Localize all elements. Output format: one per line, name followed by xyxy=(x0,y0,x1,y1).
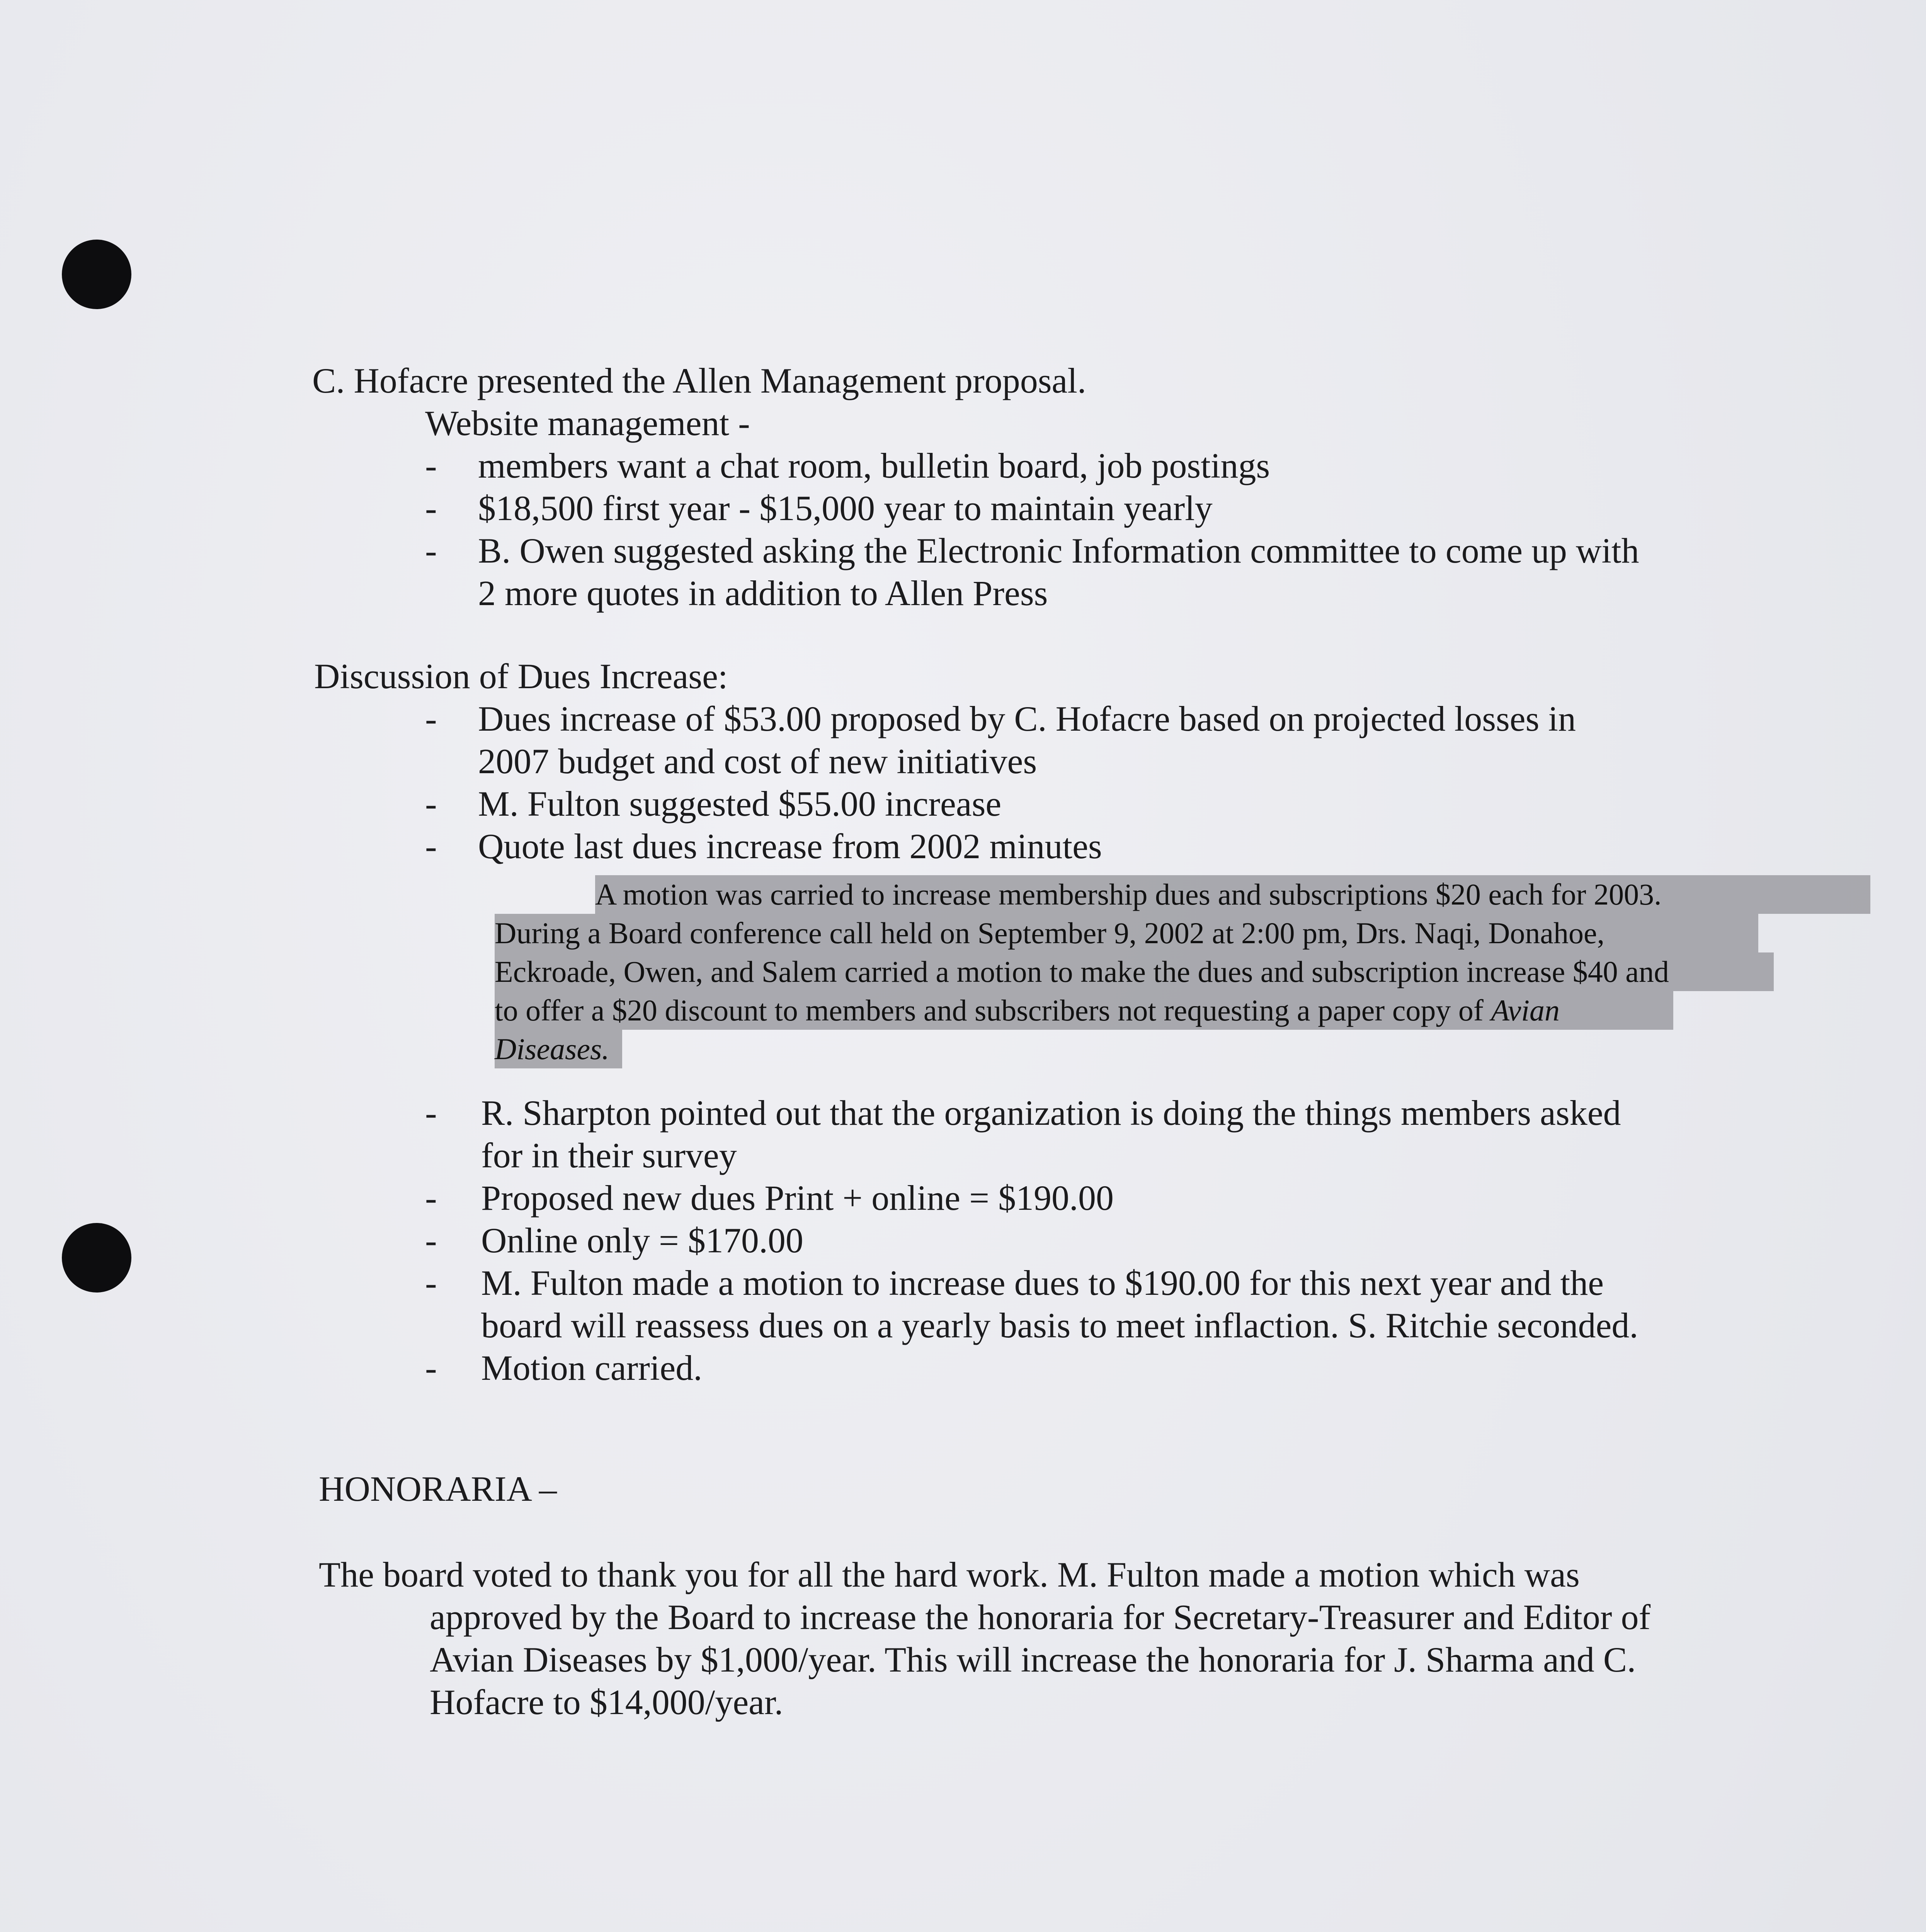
bullet-dash: - xyxy=(425,784,437,823)
quote-line: During a Board conference call held on September 9, 2002 at 2:00 pm, Drs. Naqi, Donahoe, xyxy=(495,916,1605,950)
dues-bullet-continued: 2007 budget and cost of new initiatives xyxy=(478,742,1037,781)
dues-bullet: Proposed new dues Print + online = $190.00 xyxy=(481,1178,1114,1218)
dues-bullet: Dues increase of $53.00 proposed by C. Hofacre based on projected losses in xyxy=(478,699,1576,738)
punch-hole xyxy=(62,1223,131,1293)
allen-bullet: members want a chat room, bulletin board, job postings xyxy=(478,446,1270,485)
dues-heading: Discussion of Dues Increase: xyxy=(314,656,728,696)
dues-bullet: M. Fulton made a motion to increase dues to $190.00 for this next year and the xyxy=(481,1263,1604,1303)
dues-bullet: R. Sharpton pointed out that the organization is doing the things members asked xyxy=(481,1093,1621,1133)
quote-line: A motion was carried to increase membership dues and subscriptions $20 each for 2003. xyxy=(595,878,1662,911)
quote-journal-title: Avian xyxy=(1491,993,1560,1027)
honoraria-heading: HONORARIA – xyxy=(319,1469,557,1509)
allen-bullet-continued: 2 more quotes in addition to Allen Press xyxy=(478,573,1048,613)
dues-bullet: M. Fulton suggested $55.00 increase xyxy=(478,784,1002,823)
bullet-dash: - xyxy=(425,1221,437,1260)
allen-heading: C. Hofacre presented the Allen Management proposal. xyxy=(312,361,1086,400)
bullet-dash: - xyxy=(425,446,437,485)
honoraria-line: Avian Diseases by $1,000/year. This will increase the honoraria for J. Sharma and C. xyxy=(430,1640,1636,1679)
bullet-dash: - xyxy=(425,1178,437,1218)
honoraria-line: The board voted to thank you for all the hard work. M. Fulton made a motion which was xyxy=(319,1555,1580,1594)
allen-bullet: B. Owen suggested asking the Electronic Information committee to come up with xyxy=(478,531,1639,570)
bullet-dash: - xyxy=(425,1263,437,1303)
dues-bullet-continued: for in their survey xyxy=(481,1136,737,1175)
bullet-dash: - xyxy=(425,827,437,866)
dues-bullet-continued: board will reassess dues on a yearly basis to meet inflaction. S. Ritchie seconded. xyxy=(481,1306,1638,1345)
quote-line xyxy=(495,991,1560,1030)
bullet-dash: - xyxy=(425,531,437,570)
honoraria-line: approved by the Board to increase the honoraria for Secretary-Treasurer and Editor of xyxy=(430,1597,1651,1637)
dues-bullet: Online only = $170.00 xyxy=(481,1221,803,1260)
punch-hole xyxy=(62,240,131,309)
allen-bullet: $18,500 first year - $15,000 year to maintain yearly xyxy=(478,488,1213,528)
quote-line-text: to offer a $20 discount to members and subscribers not requesting a paper copy of xyxy=(495,993,1491,1027)
bullet-dash: - xyxy=(425,1348,437,1388)
quote-line: Eckroade, Owen, and Salem carried a motion to make the dues and subscription increase $40 and xyxy=(495,955,1669,988)
bullet-dash: - xyxy=(425,488,437,528)
quote-journal-title-continued: Diseases. xyxy=(495,1032,609,1066)
dues-bullet: Quote last dues increase from 2002 minutes xyxy=(478,827,1102,866)
bullet-dash: - xyxy=(425,1093,437,1133)
bullet-dash: - xyxy=(425,699,437,738)
honoraria-line: Hofacre to $14,000/year. xyxy=(430,1682,783,1722)
allen-subheading: Website management - xyxy=(425,403,750,443)
highlighted-quote xyxy=(495,875,1778,1072)
dues-bullet: Motion carried. xyxy=(481,1348,703,1388)
